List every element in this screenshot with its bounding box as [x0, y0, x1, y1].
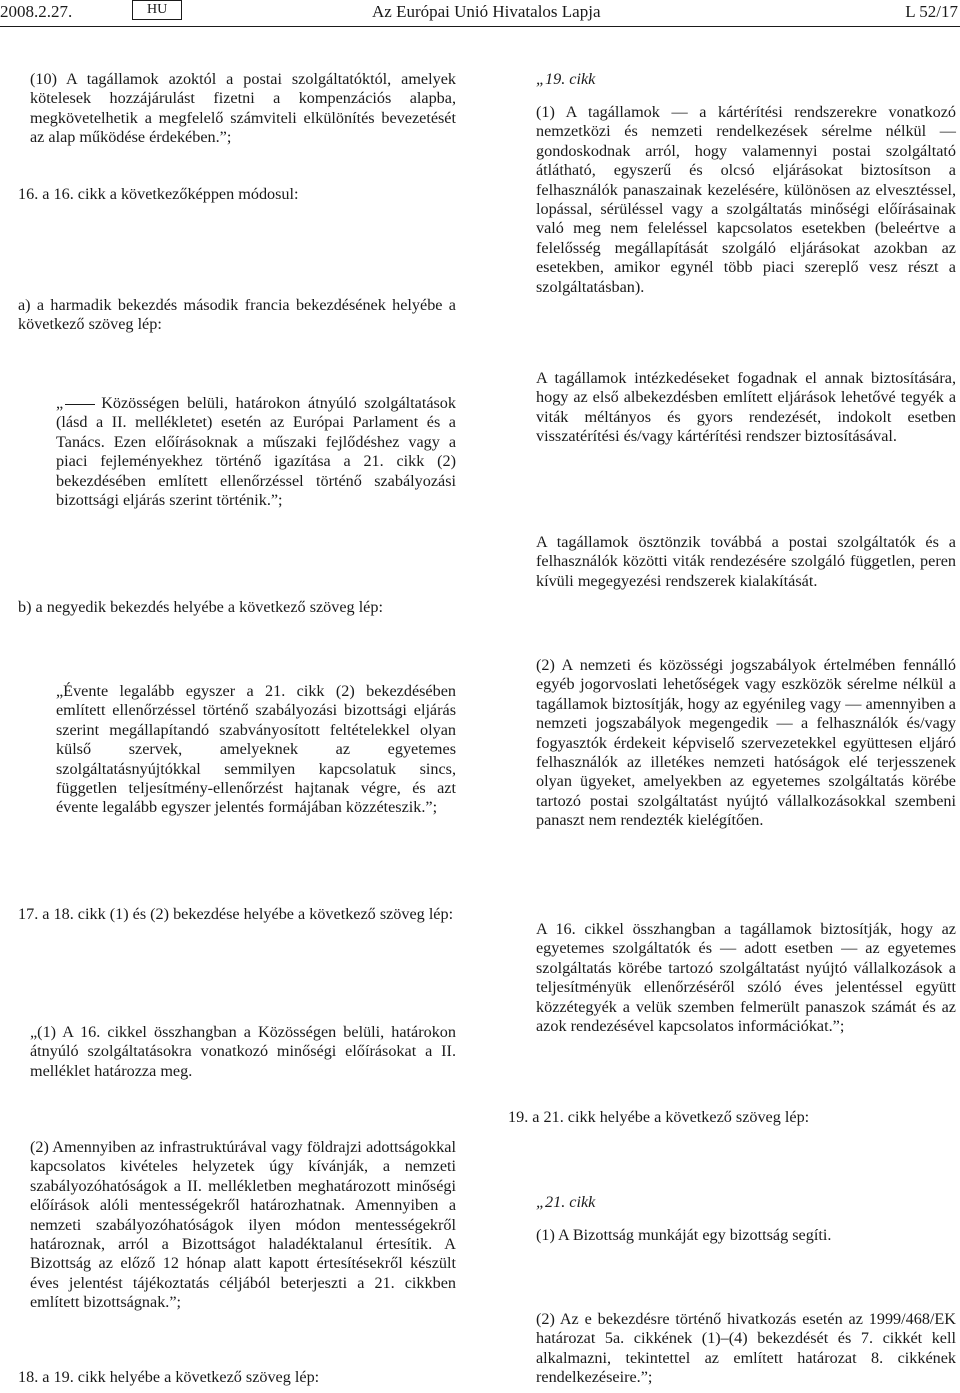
quoted-indent-text: [56, 394, 456, 510]
item-17-paragraph-2: (2) Amennyiben az infrastruktúrával vagy földrajzi adottságokkal kapcsolatos kivételes helyzetek úgy kívánják, a nemzeti szabályozóhatóságok a II. mellékletben meghatározott minőségi előírások alóli mentességekről határozhatnak. Amennyiben a nemzeti szabályozóhatóságok ilyen módon mentességekről határoznak, arról a Bizottságot haladéktalanul értesítik. A Bizottság az előző 12 hónap alatt kapott értesítésekről készült éves jelentést tájékoztatás céljából beterjeszti a 21. cikkben említett bizottságnak.”;: [30, 1138, 456, 1312]
item-16-b: b) a negyedik bekezdés helyébe a következő szöveg lép:: [18, 598, 383, 616]
article-21-paragraph-1: (1) A Bizottság munkáját egy bizottság segíti.: [536, 1226, 832, 1244]
journal-title: Az Európai Unió Hivatalos Lapja: [372, 2, 601, 21]
article-19-paragraph-1b: A tagállamok intézkedéseket fogadnak el annak biztosítására, hogy az első albekezdésben említett eljárások lehetővé tegyék a viták méltányos és gyors rendezését, indokolt esetben visszatérítési és/vagy kártérítési rendszer biztosításával.: [536, 369, 956, 446]
evente-paragraph: „Évente legalább egyszer a 21. cikk (2) bekezdésében említett ellenőrzéssel történő szabályozási bizottsági eljárás szerint megállapítandó szabványosított feltételekkel olyan külső szervek, amelyeknek az egyetemes szolgáltatásnyújtókkal semmilyen kapcsolatuk sincs, független teljesítmény-ellenőrzést hajtanak végre, és azt évente legalább egyszer jelentés formájában közzéteszik.”;: [56, 682, 456, 817]
language-badge: HU: [132, 0, 182, 20]
article-21-paragraph-2: (2) Az e bekezdésre történő hivatkozás esetén az 1999/468/EK határozat 5a. cikkének (1)–(4) bekezdését és 7. cikkét kell alkalmazni, tekintettel az említett határozat 8. cikkének rendelkezéseire.”;: [536, 1310, 956, 1387]
article-19-paragraph-2: (2) A nemzeti és közösségi jogszabályok értelmében fennálló egyéb jogorvoslati lehetőségek vagy eszközök sérelme nélkül a tagállamok biztosítják, hogy az egyénileg vagy — amennyiben a nemzeti jogszabályok megengedik — a felhasználók és/vagy fogyasztók érdekeit képviselő szervezetekkel együttesen eljáró felhasználók az illetékes nemzeti hatóságok elé terjesszenek olyan ügyeket, amelyekben az egyetemes szolgáltatás körébe tartozó postai szolgáltatást nyújtó vállalkozásokkal szembeni panaszt nem rendezték kielégítően.: [536, 656, 956, 830]
page-header: [0, 0, 960, 26]
article-19-paragraph-1c: A tagállamok ösztönzik továbbá a postai szolgáltatók és a felhasználók közötti viták rendezésére szolgáló független, peren kívüli megegyezési rendszerek kialakítását.: [536, 533, 956, 590]
item-19: 19. a 21. cikk helyébe a következő szöveg lép:: [508, 1108, 810, 1126]
open-quote: „: [56, 394, 64, 412]
article-19-paragraph-3: A 16. cikkel összhangban a tagállamok biztosítják, hogy az egyetemes szolgáltatók és — adott esetben — az egyetemes szolgáltatás körébe tartozó szolgáltatást nyújtó vállalkozások a teljesítményük ellenőrzéséről szóló éves jelentéssel együtt közzétegyék a velük szemben felmerült panaszok számát és az azok rendezésével kapcsolatos információkat.”;: [536, 920, 956, 1036]
quoted-indent-body: Közösségen belüli, határokon átnyúló szolgáltatások (lásd a II. mellékletet) esetén az Európai Parlament és a Tanács. Ezen előírásoknak a műszaki fejlődéshez vagy a piaci fejleményekhez történő igazítása a 21. cikk (2) bekezdésében említett ellenőrzéssel történő szabályozási bizottsági eljárás szerint történik.”;: [56, 394, 456, 510]
item-18: 18. a 19. cikk helyébe a következő szöveg lép:: [18, 1368, 320, 1386]
page-number: L 52/17: [905, 2, 958, 21]
item-17-paragraph-1: „(1) A 16. cikkel összhangban a Közösségen belüli, határokon átnyúló szolgáltatásokra vonatkozó minőségi előírásokat a II. melléklet határozza meg.: [30, 1023, 456, 1080]
header-divider: [0, 26, 960, 27]
item-16: 16. a 16. cikk a következőképpen módosul:: [18, 185, 299, 203]
em-dash-mark: [65, 404, 95, 405]
item-16-a: a) a harmadik bekezdés második francia bekezdésének helyébe a következő szöveg lép:: [18, 296, 456, 334]
paragraph-10: (10) A tagállamok azoktól a postai szolgáltatóktól, amelyek kötelesek hozzájárulást fizetni a kompenzációs alapba, megkövetelhetik a megfelelő számviteli elkülönítés bevezetését az alap működése érdekében.”;: [30, 70, 456, 147]
publication-date: 2008.2.27.: [0, 2, 73, 21]
article-19-title: „19. cikk: [536, 70, 596, 88]
item-17: 17. a 18. cikk (1) és (2) bekezdése helyébe a következő szöveg lép:: [18, 905, 454, 923]
article-19-paragraph-1: (1) A tagállamok — a kártérítési rendszerekre vonatkozó nemzetközi és nemzeti rendelkezések sérelme nélkül — gondoskodnak arról, hogy valamennyi postai szolgáltató átlátható, egyszerű és olcsó eljárásokat biztosítson a felhasználók panaszainak kezelésére, különösen az elvesztéssel, lopással, sérüléssel vagy a szolgáltatás minőségi előírásainak való meg nem feleléssel kapcsolatos esetekben (beleértve a felelősség megállapítását szolgáló eljárásokat azokban az esetekben, amikor egynél több piaci szereplő vesz részt a szolgáltatásban).: [536, 103, 956, 296]
article-21-title: „21. cikk: [536, 1193, 596, 1211]
